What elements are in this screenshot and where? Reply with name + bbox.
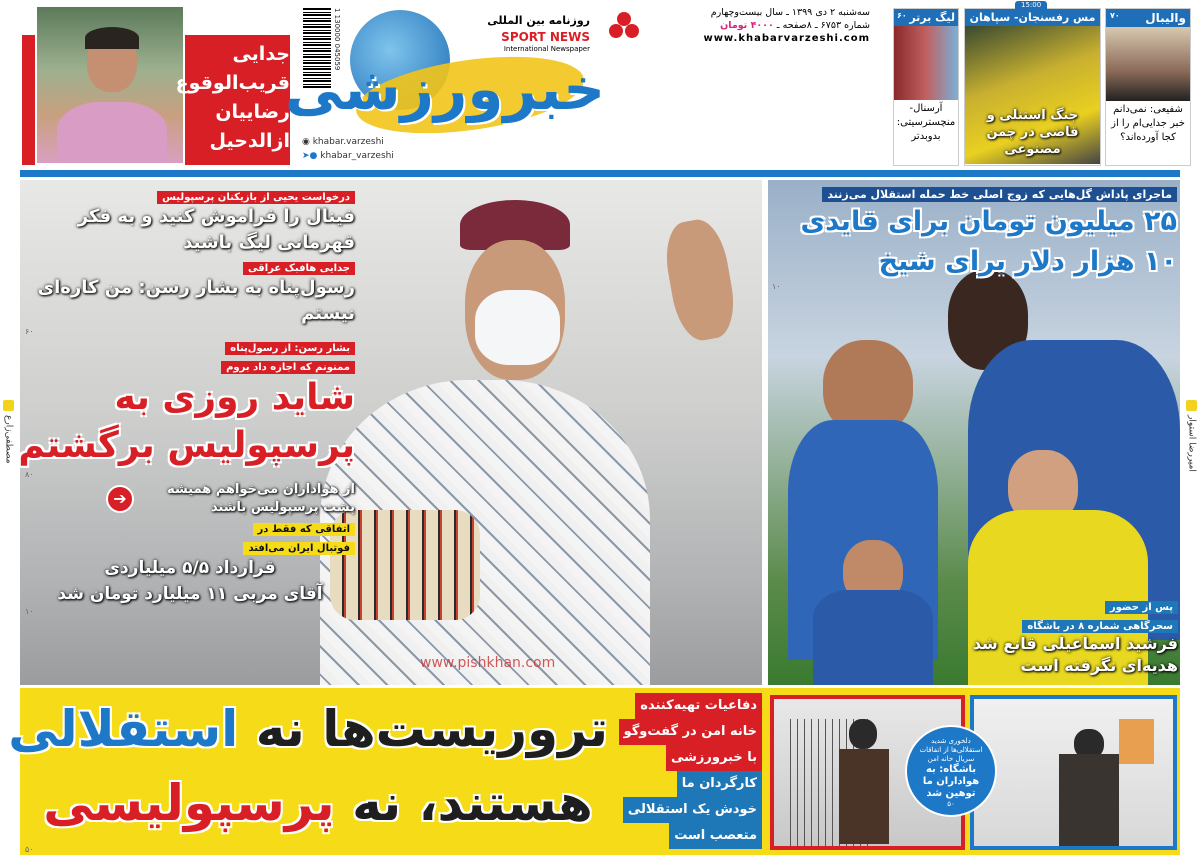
page-ref: ۶۰ [897, 11, 907, 20]
credit-text: مصطفی‌زارع [3, 415, 14, 464]
website-link[interactable]: www.khabarvarzeshi.com [703, 33, 870, 44]
watermark: www.pishkhan.com [420, 655, 556, 671]
blue-label: خودش یک استقلالی [623, 797, 762, 823]
arrow-right-icon: ➔ [106, 485, 134, 513]
blue-label: متعصب است [669, 823, 762, 849]
page-ref: ۱۰ [772, 282, 781, 291]
teaser-match[interactable] [964, 1, 1101, 166]
left-column [18, 185, 355, 616]
bottom-labels [612, 693, 762, 849]
story-kicker: سحرگاهی شماره ۸ در باشگاه [1022, 620, 1178, 633]
page-ref: ۷۰ [1110, 11, 1120, 20]
page-ref: ۶۰ [25, 327, 34, 336]
teaser-label: والیبال [1145, 11, 1186, 25]
match-time: 15:00 [1015, 1, 1047, 9]
teaser-label: مس رفسنجان- سپاهان [965, 9, 1100, 26]
sport-news-sub: International Newspaper [503, 45, 590, 53]
main-kicker: بشار رسن: از رسول‌پناه [225, 342, 355, 355]
price: ۴۰۰۰ تومان [720, 20, 774, 31]
red-label: دفاعیات تهیه‌کننده [635, 693, 762, 719]
bottom-headline[interactable]: تروریست‌ها نه استقلالی هستند، نه پرسپولیسی [8, 700, 608, 832]
quote-badge: دلخوری شدید استقلالی‌ها از اتفاقات سریال خانه امن باشگاه: به هواداران ما توهین شد ۵۰ [905, 725, 997, 817]
story-headline[interactable]: رسول‌پناه به بشار رسن: من کاره‌ای نیستم [37, 277, 355, 324]
right-headline[interactable]: ۲۵ میلیون تومان برای قایدی ۱۰ هزار دلار برای شیخ [800, 206, 1177, 277]
instagram-handle[interactable]: ◉ khabar.varzeshi [302, 137, 384, 147]
teaser-photo [894, 26, 958, 100]
story-kicker: جدایی هافبک عراقی [243, 262, 355, 275]
story-kicker: پس از حضور [1105, 601, 1178, 614]
blue-label: کارگردان ما [677, 771, 762, 797]
masthead-divider [20, 170, 1180, 177]
sub-story [920, 595, 1178, 677]
top-left-headline: جدایی قریب‌الوقوع رضاییان ازالدحیل [175, 43, 290, 152]
photographer-credit-right [1186, 400, 1197, 472]
player-photo [35, 5, 185, 165]
sport-news-en: SPORT NEWS [501, 30, 590, 44]
teaser-premier-league[interactable] [893, 8, 959, 166]
teaser-photo [965, 26, 1100, 164]
quote-text: از هواداران می‌خواهم همیشه پشت پرسپولیس باشند [167, 482, 355, 515]
camera-icon [1186, 400, 1197, 411]
bottom-photo-2 [970, 695, 1177, 850]
story-kicker: درخواست یحیی از بازیکنان پرسپولیس [157, 191, 355, 204]
newspaper-logo: خبرورزشی [284, 55, 605, 123]
red-label: با خبرورزشی [666, 745, 762, 771]
page-ref: ۸۰ [25, 470, 34, 479]
camera-icon [3, 400, 14, 411]
story-kicker: اتفاقی که فقط در [253, 523, 355, 536]
social-text: khabar_varzeshi [320, 151, 394, 161]
main-headline[interactable]: شاید روزی به پرسپولیس برگشتم [18, 377, 355, 466]
teaser-volleyball[interactable] [1105, 8, 1191, 166]
red-label: خانه امن در گفت‌وگو [619, 719, 762, 745]
sport-news-fa: روزنامه بین المللی [487, 14, 590, 27]
date-line: سه‌شنبه ۲ دی ۱۳۹۹ ـ سال بیست‌وچهارم [710, 7, 870, 18]
credit-text: امیررضا استوار [1186, 415, 1197, 472]
page-ref: ۱۰ [25, 607, 34, 616]
issue-info [660, 6, 870, 45]
photographer-credit-left [3, 400, 14, 464]
main-kicker: ممنونم که اجازه داد بروم [221, 361, 355, 374]
teaser-text: آرسنال- منچسترسیتی: بدوبدتر [896, 103, 956, 142]
telegram-twitter-handle[interactable]: ➤● khabar_varzeshi [302, 151, 394, 161]
teaser-photo [1106, 27, 1190, 101]
story-kicker: ماجرای پاداش گل‌هایی که زوج اصلی خط حمله استقلال می‌زنند [822, 187, 1177, 202]
story-headline[interactable]: فینال را فراموش کنید و به فکر قهرمانی لیگ باشید [77, 206, 355, 253]
teaser-text: شفیعی: نمی‌دانم خبر جدایی‌ام را از کجا آورده‌اند؟ [1111, 104, 1185, 143]
teaser-text: جنگ استنلی و قاضی در چمن مصنوعی [986, 108, 1079, 157]
story-headline[interactable]: قرارداد ۵/۵ میلیاردی آقای مربی ۱۱ میلیارد تومان شد [57, 558, 323, 604]
right-story [772, 183, 1177, 291]
story-kicker: فوتبال ایران می‌افتد [243, 542, 355, 555]
brand-dots-icon [607, 12, 641, 40]
page-ref: ۵۰ [25, 845, 34, 854]
teaser-label: لیگ برتر [909, 11, 955, 24]
instagram-text: khabar.varzeshi [312, 137, 384, 147]
barcode-number: 1 130000 045059 [333, 8, 341, 71]
issue-number: شماره ۶۷۵۳ ـ ۸صفحه ـ [776, 20, 870, 31]
sub-headline[interactable]: فرشید اسماعیلی قانع شد هدیه‌ای نگرفته است [972, 634, 1178, 675]
